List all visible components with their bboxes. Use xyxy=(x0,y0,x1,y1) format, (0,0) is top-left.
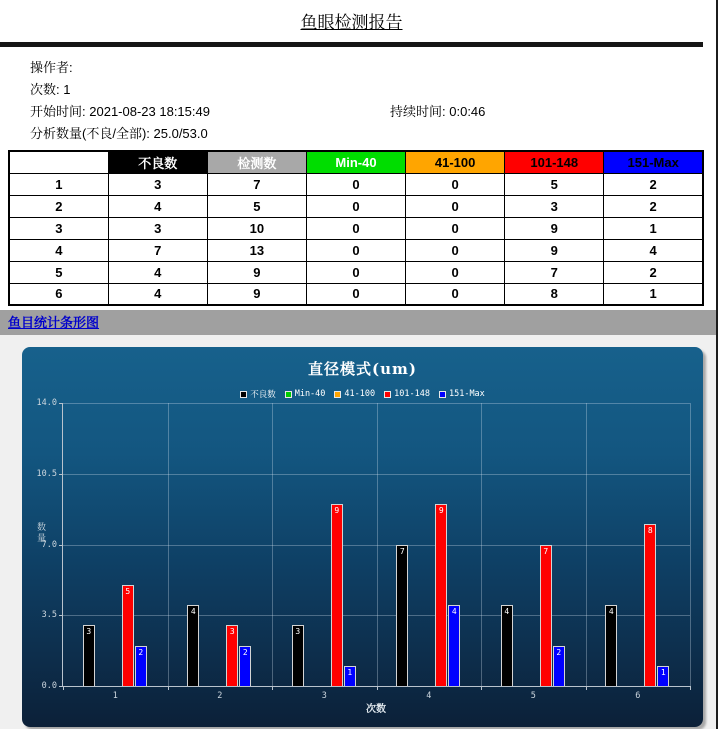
bar xyxy=(135,646,147,686)
bar xyxy=(605,605,617,686)
table-cell: 2 xyxy=(604,173,703,195)
results-table-head xyxy=(9,151,703,173)
bar-value-label: 7 xyxy=(543,546,549,556)
table-cell: 0 xyxy=(306,261,405,283)
table-header-cell: 101-148 xyxy=(505,151,604,173)
gridline-vertical xyxy=(481,403,482,686)
legend-label: 101-148 xyxy=(394,389,430,399)
table-cell: 13 xyxy=(207,239,306,261)
x-tick-label: 5 xyxy=(530,691,536,701)
bar xyxy=(435,504,447,686)
legend-swatch-icon xyxy=(240,391,247,398)
analysis-label: 分析数量(不良/全部): xyxy=(30,126,150,141)
analysis-line xyxy=(30,123,703,145)
x-tick-label: 4 xyxy=(426,691,432,701)
bar-chart-link[interactable]: 鱼目统计条形图 xyxy=(8,315,100,330)
table-cell: 4 xyxy=(9,239,108,261)
time-line xyxy=(30,101,703,123)
table-cell: 0 xyxy=(406,283,505,305)
table-cell: 3 xyxy=(108,173,207,195)
table-row xyxy=(9,239,703,261)
table-cell: 0 xyxy=(406,217,505,239)
x-tick-mark xyxy=(481,686,482,690)
bar xyxy=(396,545,408,687)
table-cell: 3 xyxy=(9,217,108,239)
table-header-cell: 41-100 xyxy=(406,151,505,173)
report-info xyxy=(30,57,703,145)
bar-value-label: 3 xyxy=(86,627,92,637)
x-tick-mark xyxy=(690,686,691,690)
table-cell: 4 xyxy=(108,261,207,283)
table-cell: 1 xyxy=(604,283,703,305)
chart-legend xyxy=(22,388,703,400)
results-table-body xyxy=(9,173,703,305)
bar xyxy=(83,625,95,686)
bar xyxy=(292,625,304,686)
legend-item xyxy=(384,389,430,399)
legend-item xyxy=(439,389,485,399)
x-tick-label: 6 xyxy=(635,691,641,701)
times-label: 次数: xyxy=(30,82,60,97)
bar-value-label: 3 xyxy=(295,627,301,637)
table-cell: 7 xyxy=(505,261,604,283)
gridline-vertical xyxy=(272,403,273,686)
table-header-cell: 不良数 xyxy=(108,151,207,173)
bar xyxy=(239,646,251,686)
table-cell: 2 xyxy=(9,195,108,217)
bar xyxy=(344,666,356,686)
bar-value-label: 4 xyxy=(451,607,457,617)
report-title: 鱼眼检测报告 xyxy=(300,13,403,32)
bar xyxy=(122,585,134,686)
y-tick-label: 0.0 xyxy=(41,681,57,691)
x-tick-mark xyxy=(168,686,169,690)
legend-label: 不良数 xyxy=(250,390,276,400)
legend-item xyxy=(334,389,375,399)
results-table xyxy=(8,150,704,306)
y-tick-label: 14.0 xyxy=(36,398,57,408)
table-cell: 7 xyxy=(207,173,306,195)
legend-swatch-icon xyxy=(285,391,292,398)
y-tick-label: 10.5 xyxy=(36,468,57,479)
x-tick-label: 2 xyxy=(217,691,223,701)
table-cell: 3 xyxy=(108,217,207,239)
bar-value-label: 4 xyxy=(190,607,196,617)
times-value: 1 xyxy=(63,82,71,97)
table-header-cell xyxy=(9,151,108,173)
chart-section xyxy=(0,335,717,729)
y-tick-label: 3.5 xyxy=(41,610,57,621)
table-cell: 10 xyxy=(207,217,306,239)
x-tick-mark xyxy=(586,686,587,690)
duration-value: 0:0:46 xyxy=(449,104,486,119)
bar-value-label: 2 xyxy=(556,647,562,657)
legend-label: 41-100 xyxy=(344,389,376,399)
gridline-vertical xyxy=(377,403,378,686)
bar-value-label: 2 xyxy=(242,647,248,657)
operator-label: 操作者: xyxy=(30,60,73,75)
bar xyxy=(448,605,460,686)
analysis-value: 25.0/53.0 xyxy=(153,126,208,141)
bar-chart-panel xyxy=(22,347,703,727)
legend-label: 151-Max xyxy=(448,389,485,399)
x-tick-mark xyxy=(377,686,378,690)
table-cell: 0 xyxy=(306,217,405,239)
x-tick-mark xyxy=(63,686,64,690)
bar xyxy=(226,625,238,686)
page-right-border xyxy=(716,0,718,729)
table-cell: 0 xyxy=(306,173,405,195)
table-cell: 0 xyxy=(306,283,405,305)
gridline-vertical xyxy=(586,403,587,686)
table-cell: 0 xyxy=(306,195,405,217)
x-tick-label: 1 xyxy=(112,691,118,701)
table-cell: 9 xyxy=(505,217,604,239)
y-tick-label: 7.0 xyxy=(41,539,57,550)
y-tick-mark xyxy=(59,615,63,616)
table-cell: 2 xyxy=(604,195,703,217)
times-line xyxy=(30,79,703,101)
legend-item xyxy=(285,389,326,399)
header-divider xyxy=(0,42,703,47)
table-cell: 1 xyxy=(9,173,108,195)
table-cell: 0 xyxy=(406,239,505,261)
y-axis-title: 数量 xyxy=(36,522,46,544)
table-cell: 3 xyxy=(505,195,604,217)
table-cell: 0 xyxy=(406,261,505,283)
y-tick-mark xyxy=(59,474,63,475)
bar-value-label: 8 xyxy=(647,526,653,536)
bar-value-label: 4 xyxy=(504,607,510,617)
table-cell: 4 xyxy=(108,195,207,217)
table-cell: 8 xyxy=(505,283,604,305)
table-cell: 0 xyxy=(406,195,505,217)
bar xyxy=(501,605,513,686)
x-tick-label: 3 xyxy=(321,691,327,701)
operator-line xyxy=(30,57,703,79)
bar-value-label: 5 xyxy=(125,586,131,596)
table-cell: 6 xyxy=(9,283,108,305)
bar-value-label: 9 xyxy=(334,506,340,516)
y-tick-mark xyxy=(59,545,63,546)
start-time-label: 开始时间: xyxy=(30,104,86,119)
bar-value-label: 2 xyxy=(138,647,144,657)
x-axis-title: 次数 xyxy=(366,704,386,715)
bar xyxy=(540,545,552,687)
table-cell: 9 xyxy=(505,239,604,261)
legend-item xyxy=(240,388,276,400)
chart-link-band xyxy=(0,310,717,335)
bar-value-label: 1 xyxy=(347,667,353,677)
gridline-vertical xyxy=(690,403,691,686)
table-cell: 9 xyxy=(207,283,306,305)
bar xyxy=(657,666,669,686)
legend-swatch-icon xyxy=(439,391,446,398)
table-cell: 2 xyxy=(604,261,703,283)
table-row xyxy=(9,283,703,305)
table-cell: 4 xyxy=(604,239,703,261)
bar xyxy=(644,524,656,686)
bar-value-label: 9 xyxy=(438,506,444,516)
bar xyxy=(331,504,343,686)
start-time-value: 2021-08-23 18:15:49 xyxy=(89,104,210,119)
y-tick-mark xyxy=(59,403,63,404)
table-row xyxy=(9,217,703,239)
duration xyxy=(390,101,485,123)
table-header-cell: 151-Max xyxy=(604,151,703,173)
bar-value-label: 7 xyxy=(399,546,405,556)
gridline-vertical xyxy=(168,403,169,686)
table-header-cell: Min-40 xyxy=(306,151,405,173)
bar xyxy=(187,605,199,686)
duration-label: 持续时间: xyxy=(390,104,446,119)
legend-swatch-icon xyxy=(334,391,341,398)
table-row xyxy=(9,261,703,283)
x-tick-mark xyxy=(272,686,273,690)
header-row xyxy=(9,151,703,173)
bar-value-label: 3 xyxy=(229,627,235,637)
bar-value-label: 1 xyxy=(660,667,666,677)
table-cell: 5 xyxy=(207,195,306,217)
legend-swatch-icon xyxy=(384,391,391,398)
bar-value-label: 4 xyxy=(608,607,614,617)
table-cell: 9 xyxy=(207,261,306,283)
table-row xyxy=(9,173,703,195)
table-header-cell: 检测数 xyxy=(207,151,306,173)
bar xyxy=(553,646,565,686)
table-cell: 5 xyxy=(505,173,604,195)
legend-label: Min-40 xyxy=(294,389,326,399)
table-cell: 0 xyxy=(406,173,505,195)
chart-title: 直径模式(um) xyxy=(308,360,417,378)
table-cell: 5 xyxy=(9,261,108,283)
table-cell: 7 xyxy=(108,239,207,261)
table-row xyxy=(9,195,703,217)
table-cell: 0 xyxy=(306,239,405,261)
table-cell: 4 xyxy=(108,283,207,305)
table-cell: 1 xyxy=(604,217,703,239)
